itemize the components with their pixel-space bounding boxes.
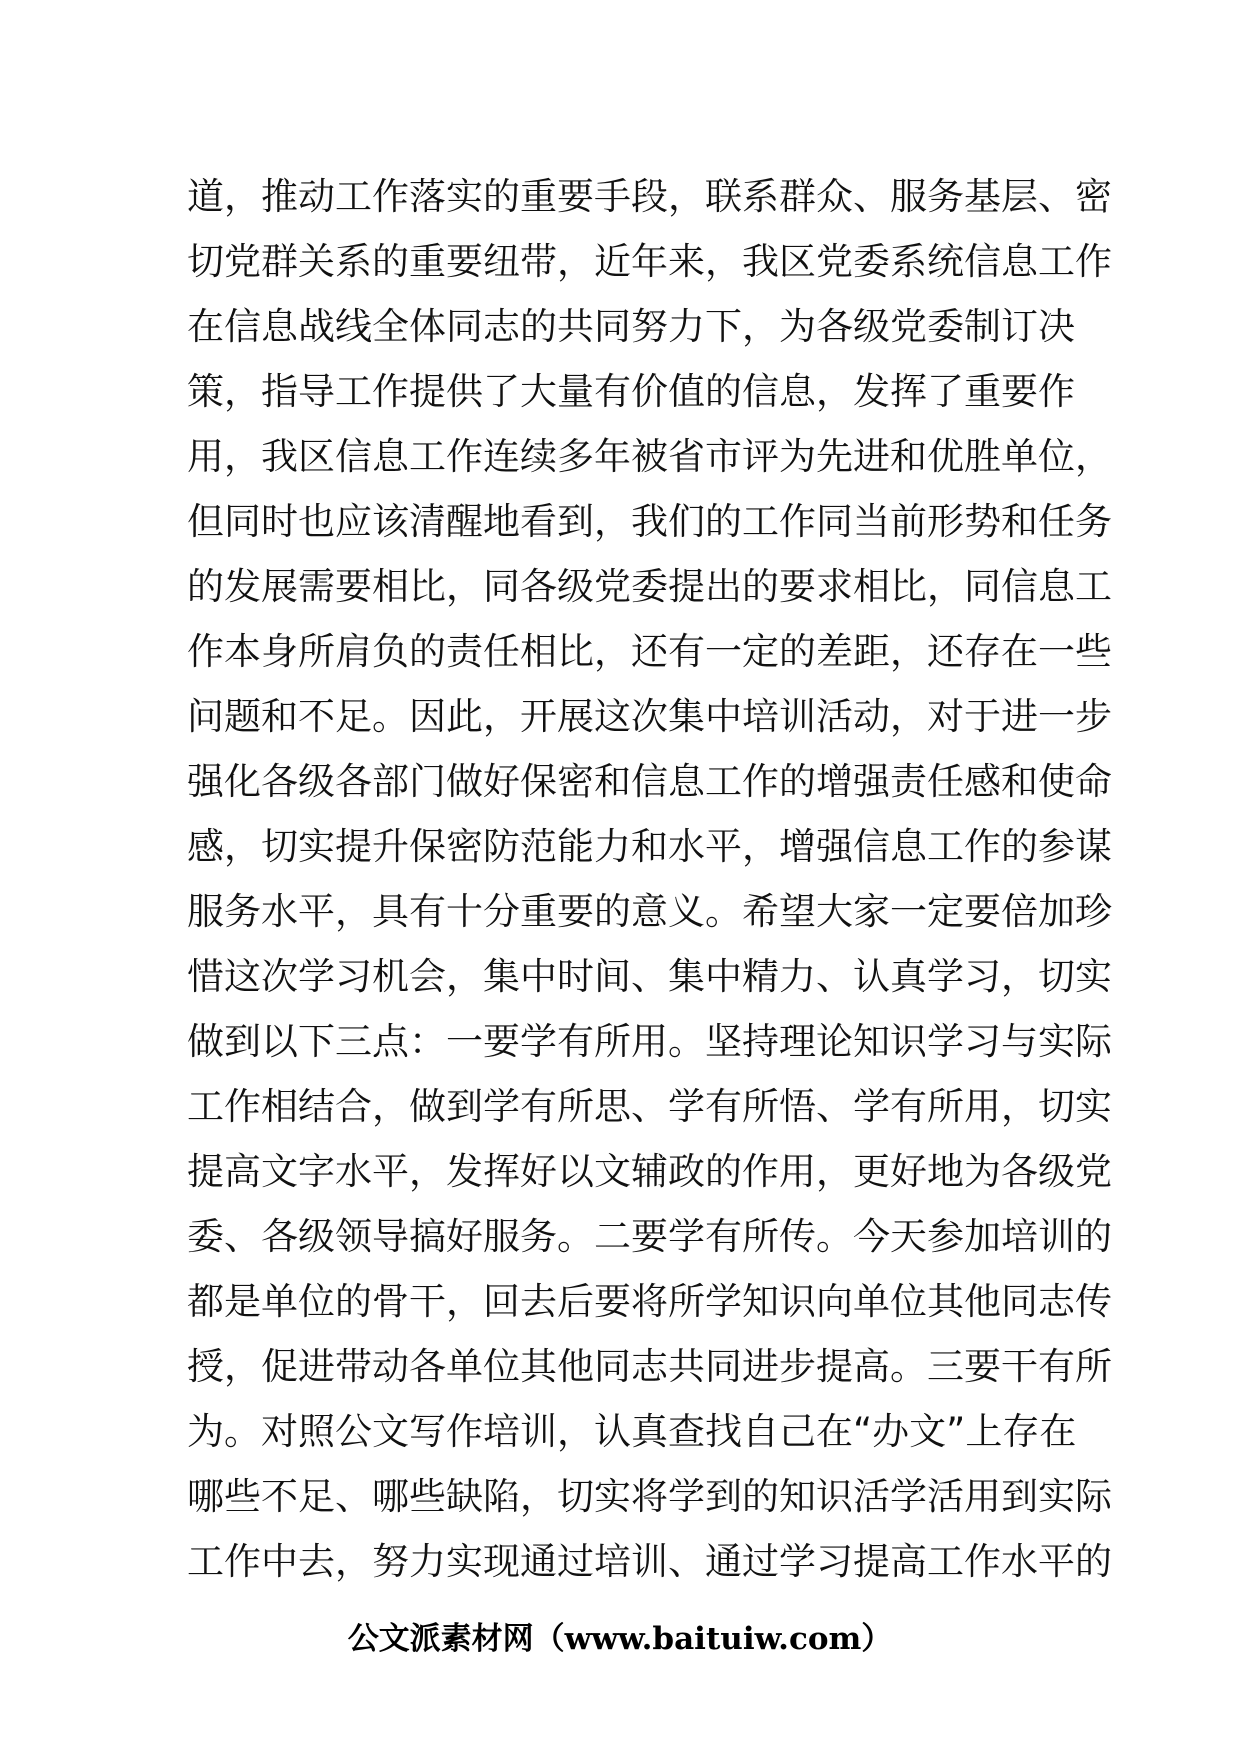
text-line: 为。对照公文写作培训，认真查找自己在“办文”上存在 <box>187 1410 1077 1453</box>
text-line: 提高文字水平，发挥好以文辅政的作用，更好地为各级党 <box>187 1150 1112 1193</box>
text-line: 的发展需要相比，同各级党委提出的要求相比，同信息工 <box>187 565 1112 608</box>
text-line: 工作中去，努力实现通过培训、通过学习提高工作水平的 <box>187 1540 1112 1583</box>
text-line: 切党群关系的重要纽带，近年来，我区党委系统信息工作 <box>187 240 1112 283</box>
text-line: 用，我区信息工作连续多年被省市评为先进和优胜单位， <box>187 435 1112 478</box>
text-line: 作本身所肩负的责任相比，还有一定的差距，还存在一些 <box>187 630 1112 673</box>
text-line: 授，促进带动各单位其他同志共同进步提高。三要干有所 <box>187 1345 1112 1388</box>
text-line: 工作相结合，做到学有所思、学有所悟、学有所用，切实 <box>187 1085 1112 1128</box>
text-line: 哪些不足、哪些缺陷，切实将学到的知识活学活用到实际 <box>187 1475 1112 1518</box>
text-line: 强化各级各部门做好保密和信息工作的增强责任感和使命 <box>187 760 1112 803</box>
text-line: 在信息战线全体同志的共同努力下，为各级党委制订决 <box>187 305 1075 348</box>
text-line: 惜这次学习机会，集中时间、集中精力、认真学习，切实 <box>187 955 1112 998</box>
text-line: 但同时也应该清醒地看到，我们的工作同当前形势和任务 <box>187 500 1112 543</box>
footer-watermark: 公文派素材网（www.baituiw.com） <box>347 1621 893 1657</box>
text-line: 问题和不足。因此，开展这次集中培训活动，对于进一步 <box>187 695 1112 738</box>
text-line: 都是单位的骨干，回去后要将所学知识向单位其他同志传 <box>187 1280 1112 1323</box>
text-line: 做到以下三点：一要学有所用。坚持理论知识学习与实际 <box>187 1020 1112 1063</box>
text-line: 策，指导工作提供了大量有价值的信息，发挥了重要作 <box>187 370 1075 413</box>
body-text <box>187 164 1112 1594</box>
text-line: 委、各级领导搞好服务。二要学有所传。今天参加培训的 <box>187 1215 1112 1258</box>
text-line: 服务水平，具有十分重要的意义。希望大家一定要倍加珍 <box>187 890 1112 933</box>
text-line: 道，推动工作落实的重要手段，联系群众、服务基层、密 <box>187 175 1112 218</box>
text-line: 感，切实提升保密防范能力和水平，增强信息工作的参谋 <box>187 825 1112 868</box>
